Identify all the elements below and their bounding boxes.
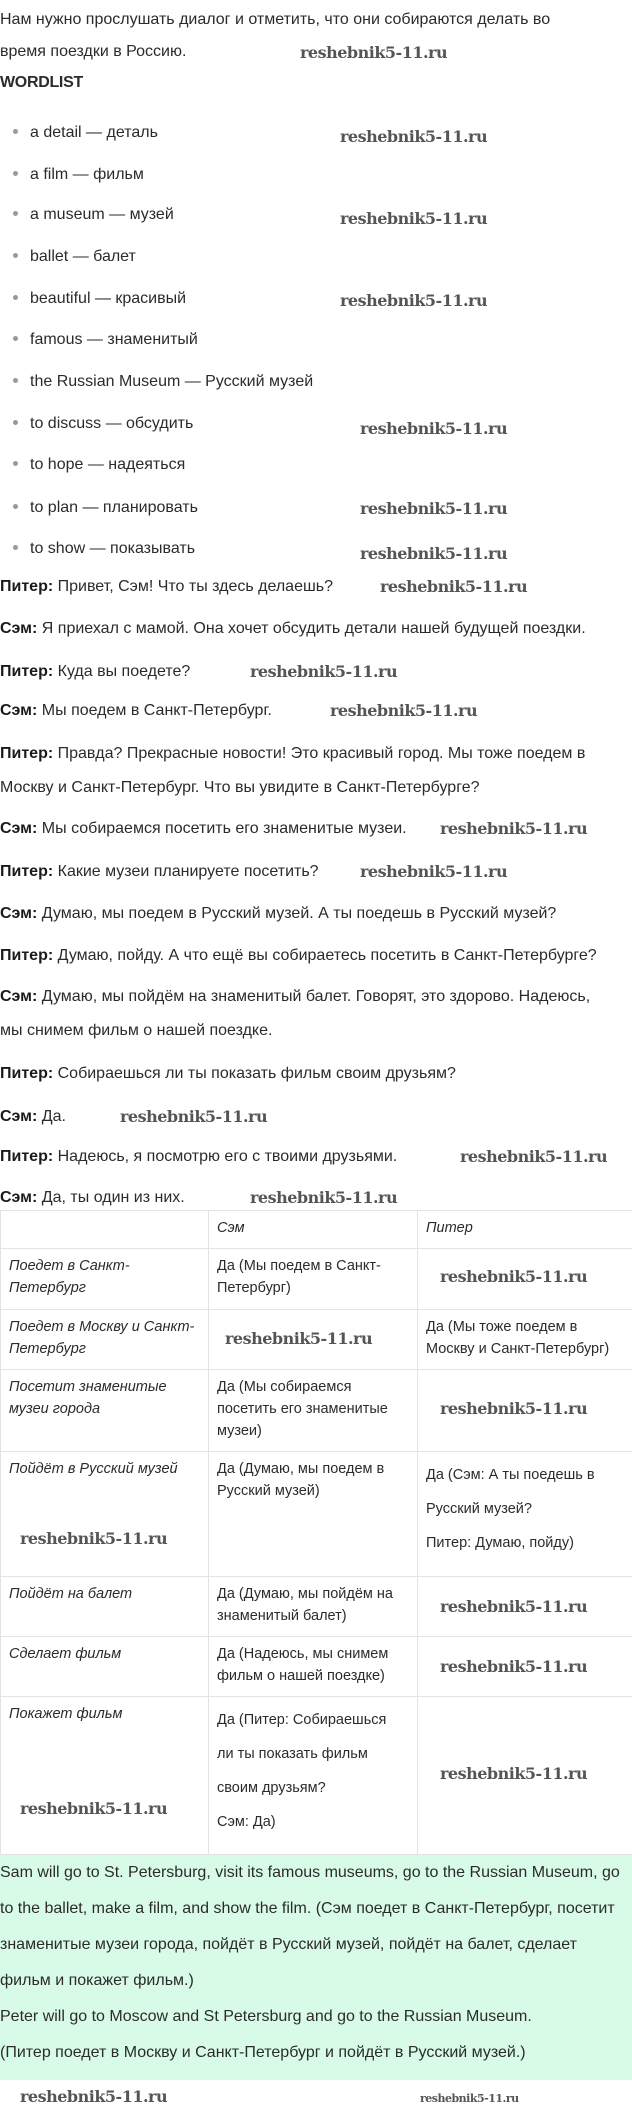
intro-text [0,4,550,68]
cell-text: Питер: Думаю, пойду) [426,1535,574,1551]
bullet-icon [13,504,18,509]
wordlist-item-text: the Russian Museum — Русский музей [30,373,314,390]
cell-text: Да (Надеюсь, мы снимем фильм о нашей поездке) [217,1646,389,1684]
watermark: reshebnik5-11.ru [300,43,448,62]
watermark: reshebnik5-11.ru [360,544,508,563]
dialogue-text: мы снимем фильм о нашей поездке. [0,1022,273,1039]
watermark: reshebnik5-11.ru [20,1529,168,1548]
dialogue-text: Думаю, пойду. А что ещё вы собираетесь посетить в Санкт-Петербурге? [57,947,597,964]
cell-sam [209,1697,418,1855]
speaker-name: Сэм: [0,1189,38,1206]
cell-sam [209,1637,418,1697]
dialogue-text: Думаю, мы поедем в Русский музей. А ты поедешь в Русский музей? [41,905,557,922]
dialogue-text: Мы поедем в Санкт-Петербург. [41,702,272,719]
speaker-name: Питер: [0,663,54,680]
wordlist-item [0,246,136,268]
watermark: reshebnik5-11.ru [460,1147,608,1166]
wordlist-item-text: to show — показывать [30,540,196,557]
watermark: reshebnik5-11.ru [250,1188,398,1207]
wordlist-item [0,454,185,476]
wordlist-item-text: a museum — музей [30,206,174,223]
dialogue-line [0,1140,397,1174]
watermark: reshebnik5-11.ru [360,499,508,518]
bullet-icon [13,253,18,258]
dialogue-text: Думаю, мы пойдём на знаменитый балет. Говорят, это здорово. Надеюсь, [41,988,591,1005]
speaker-name: Питер: [0,1065,54,1082]
watermark: reshebnik5-11.ru [225,1329,373,1348]
speaker-name: Сэм: [0,988,38,1005]
summary-box [0,1855,632,2080]
speaker-name: Питер: [0,863,54,880]
watermark: reshebnik5-11.ru [440,1764,588,1783]
dialogue-text: Правда? Прекрасные новости! Это красивый город. Мы тоже поедем в [57,745,586,762]
table-row [1,1370,632,1452]
wordlist-item-text: beautiful — красивый [30,290,187,307]
watermark: reshebnik5-11.ru [340,291,488,310]
cell-peter [418,1452,632,1577]
speaker-name: Сэм: [0,820,38,837]
wordlist-item [0,288,186,310]
wordlist-item [0,204,174,226]
watermark: reshebnik5-11.ru [440,819,588,838]
table-header-cell: Питер [418,1211,632,1249]
dialogue-line [0,570,333,604]
wordlist-item [0,371,313,393]
bullet-icon [13,461,18,466]
table-row [1,1249,632,1310]
cell-text: Русский музей? [426,1501,532,1517]
table-row [1,1310,632,1370]
dialogue-text: Да, ты один из них. [41,1189,185,1206]
speaker-name: Питер: [0,1148,54,1165]
speaker-name: Сэм: [0,620,38,637]
cell-text: Да (Мы поедем в Санкт-Петербург) [217,1258,381,1296]
watermark: reshebnik5-11.ru [330,701,478,720]
dialogue-line [0,855,319,889]
cell-text: Да (Мы тоже поедем в Москву и Санкт-Петербург) [426,1319,610,1357]
table-row [1,1637,632,1697]
dialogue-text: Привет, Сэм! Что ты здесь делаешь? [57,578,334,595]
cell-sam [209,1310,418,1370]
cell-text: Да (Мы собираемся посетить его знаменитые музеи) [217,1379,388,1439]
cell-sam [209,1577,418,1637]
watermark: reshebnik5-11.ru [440,1657,588,1676]
bullet-icon [13,171,18,176]
speaker-name: Сэм: [0,1108,38,1125]
dialogue-line [0,812,407,846]
table-row [1,1577,632,1637]
table-header-cell: Сэм [209,1211,418,1249]
row-label: Сделает фильм [1,1637,209,1697]
row-label: Пойдёт на балет [1,1577,209,1637]
watermark: reshebnik5-11.ru [420,2092,519,2105]
dialogue-text: Москву и Санкт-Петербург. Что вы увидите в Санкт-Петербурге? [0,779,480,796]
watermark: reshebnik5-11.ru [360,419,508,438]
summary-peter: Peter will go to Moscow and St Petersburg and go to the Russian Museum. [0,2008,532,2025]
dialogue-text: Какие музеи планируете посетить? [57,863,319,880]
table-header-cell [1,1211,209,1249]
cell-peter [418,1637,632,1697]
row-label: Поедет в Санкт-Петербург [1,1249,209,1310]
dialogue-line [0,655,190,689]
table-row [1,1452,632,1577]
dialogue-text: Мы собираемся посетить его знаменитые музеи. [41,820,407,837]
wordlist-item-text: a detail — деталь [30,124,158,141]
wordlist-item-text: to hope — надеяться [30,456,186,473]
wordlist-item-text: to discuss — обсудить [30,415,194,432]
wordlist-item [0,329,198,351]
watermark: reshebnik5-11.ru [440,1597,588,1616]
intro-line: Нам нужно прослушать диалог и отметить, что они собираются делать во [0,11,551,28]
cell-text: Да (Сэм: А ты поедешь в [426,1467,595,1483]
watermark: reshebnik5-11.ru [440,1267,588,1286]
answer-table [0,1210,632,1855]
wordlist-item [0,538,195,560]
wordlist-item [0,497,198,519]
cell-text: Да (Думаю, мы пойдём на знаменитый балет) [217,1586,393,1624]
wordlist-item-text: famous — знаменитый [30,331,198,348]
dialogue-line [0,980,590,1048]
wordlist-item-text: to plan — планировать [30,499,198,516]
summary-peter-ru: (Питер поедет в Москву и Санкт-Петербург и пойдёт в Русский музей.) [0,2044,526,2061]
dialogue-text: Куда вы поедете? [57,663,191,680]
cell-peter [418,1310,632,1370]
dialogue-text: Да. [41,1108,66,1125]
dialogue-text: Надеюсь, я посмотрю его с твоими друзьями. [57,1148,398,1165]
bullet-icon [13,336,18,341]
cell-text: своим друзьям? [217,1780,326,1796]
bullet-icon [13,420,18,425]
dialogue-line [0,694,272,728]
watermark: reshebnik5-11.ru [360,862,508,881]
cell-peter [418,1370,632,1452]
speaker-name: Сэм: [0,905,38,922]
speaker-name: Сэм: [0,702,38,719]
watermark: reshebnik5-11.ru [120,1107,268,1126]
wordlist-item [0,122,158,144]
dialogue-line [0,939,597,973]
row-label: Покажет фильм [1,1697,209,1855]
intro-line: время поездки в Россию. [0,43,187,60]
speaker-name: Питер: [0,578,54,595]
dialogue-text: Собираешься ли ты показать фильм своим друзьям? [57,1065,456,1082]
wordlist-item-text: a film — фильм [30,166,144,183]
bullet-icon [13,129,18,134]
cell-text: Сэм: Да) [217,1814,276,1830]
cell-peter [418,1697,632,1855]
dialogue-line [0,897,556,931]
cell-sam [209,1452,418,1577]
cell-peter [418,1577,632,1637]
row-label: Посетит знаменитые музеи города [1,1370,209,1452]
watermark: reshebnik5-11.ru [340,127,488,146]
watermark: reshebnik5-11.ru [20,2087,168,2106]
cell-text: Да (Питер: Собираешься [217,1712,387,1728]
bullet-icon [13,211,18,216]
cell-text: Да (Думаю, мы поедем в Русский музей) [217,1461,385,1499]
speaker-name: Питер: [0,745,54,762]
dialogue-line [0,1100,66,1134]
watermark: reshebnik5-11.ru [440,1399,588,1418]
dialogue-line [0,1057,456,1091]
wordlist-item [0,413,193,435]
row-label: Поедет в Москву и Санкт-Петербург [1,1310,209,1370]
summary-sam: Sam will go to St. Petersburg, visit its famous museums, go to the Russian Museum, go to the ballet, make a film, and show the film. (Сэм поедет в Санкт-Петербург, посетит знаменитые музеи города, пойдёт в Русский музей, пойдёт на балет, сделает фильм и покажет фильм.) [0,1864,620,1989]
dialogue-line [0,612,586,646]
dialogue-text: Я приехал с мамой. Она хочет обсудить детали нашей будущей поездки. [41,620,586,637]
bullet-icon [13,378,18,383]
cell-sam [209,1370,418,1452]
watermark: reshebnik5-11.ru [250,662,398,681]
cell-peter [418,1249,632,1310]
speaker-name: Питер: [0,947,54,964]
watermark: reshebnik5-11.ru [340,209,488,228]
cell-text: ли ты показать фильм [217,1746,368,1762]
dialogue-line [0,737,585,805]
wordlist-title: WORDLIST [0,74,83,91]
cell-sam [209,1249,418,1310]
bullet-icon [13,295,18,300]
table-header-row [1,1211,632,1249]
bullet-icon [13,545,18,550]
row-label: Пойдёт в Русский музей [1,1452,209,1577]
table-row [1,1697,632,1855]
wordlist-item [0,164,144,186]
watermark: reshebnik5-11.ru [380,577,528,596]
wordlist-item-text: ballet — балет [30,248,136,265]
watermark: reshebnik5-11.ru [20,1799,168,1818]
